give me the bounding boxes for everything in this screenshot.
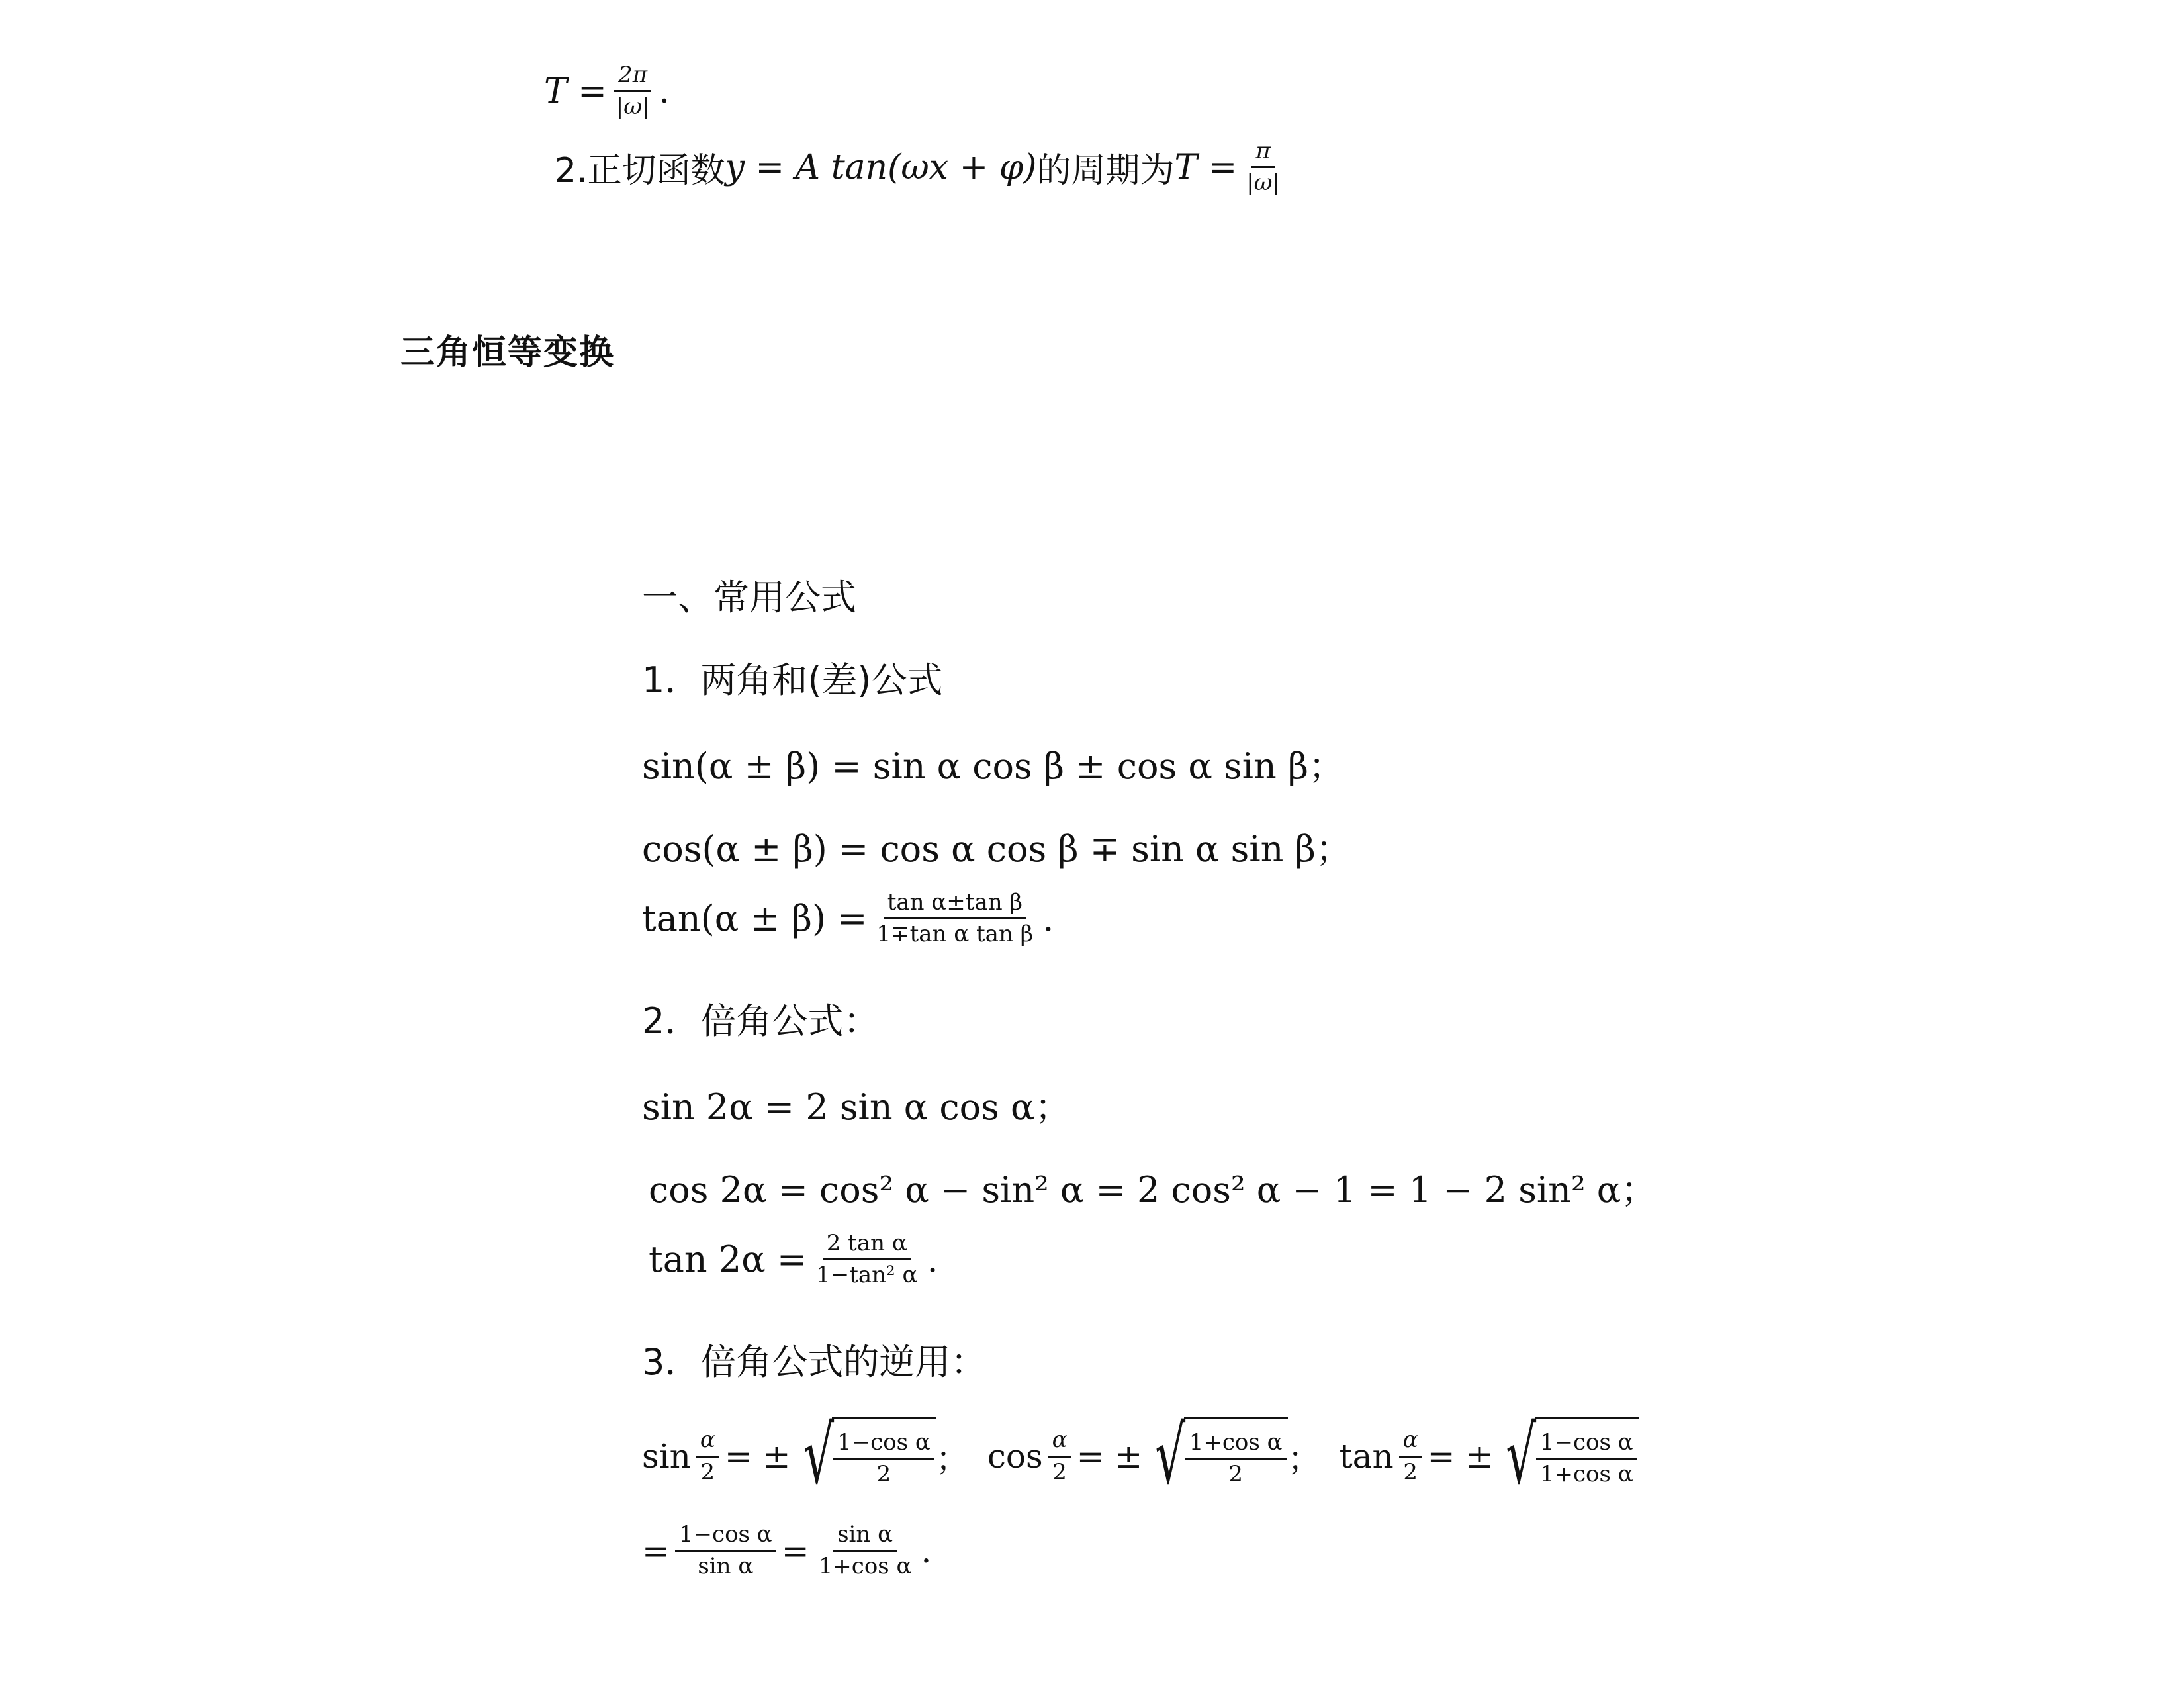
half-cos-fn: cos [987, 1437, 1043, 1476]
half-tan-sqrt [1496, 1410, 1638, 1502]
half-tan-eq: = ± [1427, 1437, 1494, 1476]
last-n1: 1−cos α [675, 1523, 776, 1552]
tan-period-den: |ω| [1246, 169, 1280, 197]
tan-sum-lhs: tan(α ± β) = [642, 898, 868, 940]
half-tan-radicand [1536, 1430, 1637, 1487]
half-sin-fn: sin [642, 1437, 691, 1476]
half-sin-rad-num: 1−cos α [833, 1430, 934, 1460]
tan-double-num: 2 tan α [823, 1231, 911, 1260]
tan-period-lhs: T = [1174, 147, 1238, 187]
half-cos-eq: = ± [1076, 1437, 1143, 1476]
half-tan-arg-num: α [1399, 1428, 1422, 1457]
half-sin-arg-den: 2 [700, 1458, 715, 1485]
half-cos-arg-den: 2 [1052, 1458, 1067, 1485]
half-sin-sqrt [794, 1410, 936, 1502]
half-cos-sep: ； [1287, 1440, 1321, 1478]
subheading-inverse-double: 3．倍角公式的逆用： [642, 1341, 987, 1383]
last-frac1 [675, 1523, 776, 1579]
half-sin-sep: ； [935, 1440, 969, 1478]
period-den: |ω| [615, 93, 650, 120]
tan-period-fraction [1242, 139, 1284, 196]
half-cos-arg [1048, 1428, 1071, 1485]
half-sin-rad-den: 2 [876, 1461, 891, 1487]
tan-period-formula [555, 139, 1289, 196]
last-d1: sin α [698, 1553, 754, 1580]
subheading-double-angle: 2．倍角公式： [642, 1000, 880, 1042]
tan-sum-fraction [872, 890, 1037, 947]
tan-double-tail: . [927, 1239, 938, 1281]
formula-cos-sum: cos(α ± β) = cos α cos β ∓ sin α sin β； [642, 828, 1351, 870]
half-cos-sqrt [1145, 1410, 1287, 1502]
formula-half-angle [642, 1410, 1639, 1502]
tan-double-fraction [812, 1231, 921, 1288]
subheading-common-formulas: 一、常用公式 [642, 577, 856, 618]
half-cos-radicand [1185, 1430, 1287, 1487]
tan-sum-den: 1∓tan α tan β [876, 921, 1034, 948]
sqrt-sign: √ [803, 1410, 834, 1502]
tan-period-mid: 的周期为 [1036, 151, 1175, 191]
period-formula [544, 63, 670, 120]
period-num: 2π [614, 63, 651, 92]
tan-sum-tail: . [1042, 898, 1054, 940]
period-fraction [612, 63, 654, 120]
tan-period-prefix: 2.正切函数 [555, 151, 725, 191]
section-title: 三角恒等变换 [400, 333, 615, 373]
tan-period-num: π [1251, 139, 1274, 168]
tan-double-den: 1−tan² α [816, 1262, 918, 1289]
half-tan-fn: tan [1339, 1437, 1394, 1476]
half-sin-arg-num: α [696, 1428, 719, 1457]
last-tail: . [921, 1531, 932, 1570]
half-cos-rad-num: 1+cos α [1185, 1430, 1287, 1460]
subheading-sum-difference: 1．两角和(差)公式 [642, 659, 943, 701]
sqrt-sign: √ [1155, 1410, 1186, 1502]
half-tan-arg [1399, 1428, 1422, 1485]
half-tan-arg-den: 2 [1403, 1458, 1418, 1485]
last-n2: sin α [833, 1523, 897, 1552]
half-tan-rad-num: 1−cos α [1536, 1430, 1637, 1460]
half-cos-arg-num: α [1048, 1428, 1071, 1457]
half-sin-arg [696, 1428, 719, 1485]
tan-period-expr: y = A tan(ωx + φ) [725, 147, 1037, 187]
last-eq1: = [642, 1531, 670, 1570]
last-d2: 1+cos α [818, 1553, 912, 1580]
formula-half-tan-alt [642, 1523, 931, 1579]
formula-sin-double: sin 2α = 2 sin α cos α； [642, 1086, 1071, 1128]
last-frac2 [815, 1523, 916, 1579]
formula-tan-double [649, 1231, 938, 1288]
half-sin-radicand [833, 1430, 934, 1487]
formula-cos-double: cos 2α = cos² α − sin² α = 2 cos² α − 1 = 1 − 2 sin² α； [649, 1169, 1657, 1211]
period-tail: . [659, 71, 670, 111]
tan-sum-num: tan α±tan β [884, 890, 1026, 919]
half-tan-rad-den: 1+cos α [1539, 1461, 1633, 1487]
sqrt-sign: √ [1506, 1410, 1537, 1502]
last-eq2: = [781, 1531, 809, 1570]
half-sin-eq: = ± [724, 1437, 791, 1476]
half-cos-rad-den: 2 [1228, 1461, 1243, 1487]
formula-sin-sum: sin(α ± β) = sin α cos β ± cos α sin β； [642, 745, 1345, 787]
tan-double-lhs: tan 2α = [649, 1239, 807, 1281]
period-lhs: T = [544, 71, 607, 111]
formula-tan-sum [642, 890, 1054, 947]
